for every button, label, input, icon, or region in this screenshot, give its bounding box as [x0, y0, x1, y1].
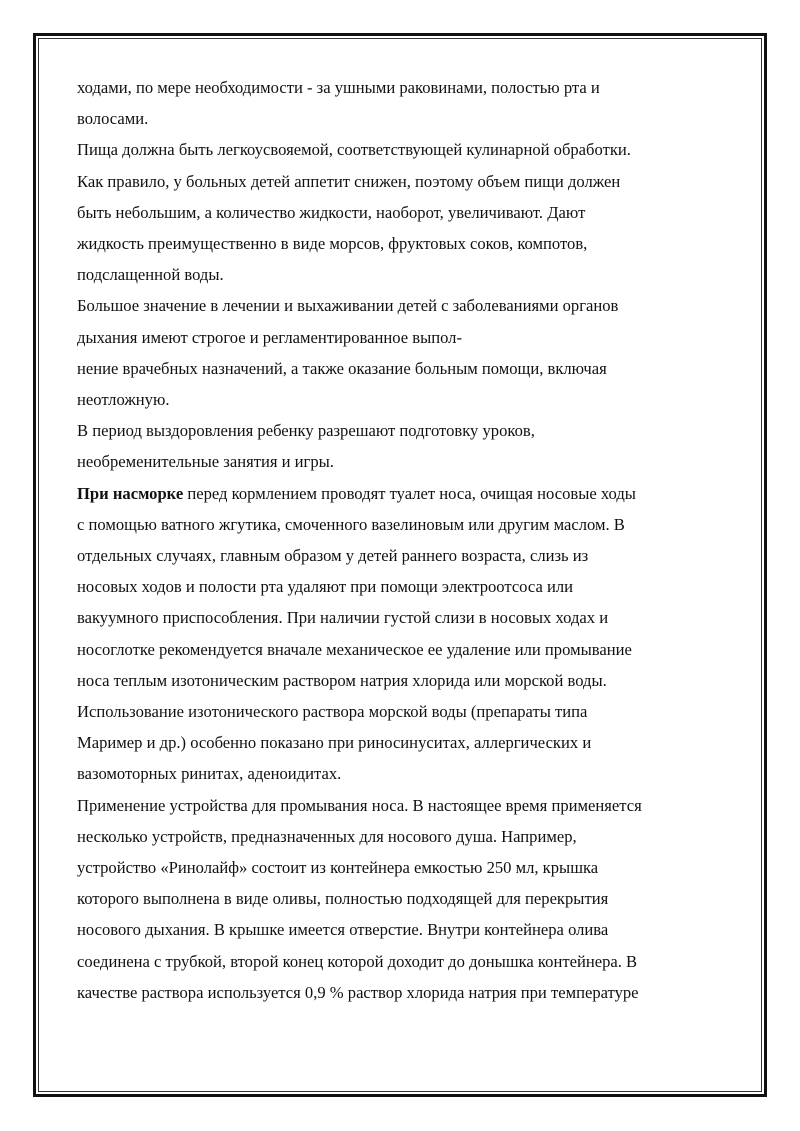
- text-line: вазомоторных ринитах, аденоидитах.: [77, 764, 342, 784]
- text-line: Как правило, у больных детей аппетит снижен, поэтому объем пищи должен: [77, 171, 621, 191]
- text-line-rest: перед кормлением проводят туалет носа, очищая носовые ходы: [183, 483, 636, 503]
- text-line: В период выздоровления ребенку разрешают подготовку уроков,: [77, 421, 535, 441]
- bold-lead-term: При насморке: [77, 483, 184, 503]
- text-line: носоглотке рекомендуется вначале механическое ее удаление или промывание: [77, 639, 632, 659]
- text-line: дыхания имеют строгое и регламентированное выпол-: [77, 327, 462, 347]
- text-line: качестве раствора используется 0,9 % раствор хлорида натрия при температуре: [77, 982, 639, 1002]
- text-line: Маример и др.) особенно показано при риносинуситах, аллергических и: [77, 733, 592, 753]
- text-line: носовых ходов и полости рта удаляют при помощи электроотсоса или: [77, 577, 574, 597]
- text-line: Использование изотонического раствора морской воды (препараты типа: [77, 702, 588, 722]
- text-line: жидкость преимущественно в виде морсов, фруктовых соков, компотов,: [77, 234, 588, 254]
- text-line: носового дыхания. В крышке имеется отверстие. Внутри контейнера олива: [77, 920, 609, 940]
- text-line-with-bold-lead: [77, 478, 725, 509]
- text-line: соединена с трубкой, второй конец которой доходит до донышка контейнера. В: [77, 951, 638, 971]
- text-line: нение врачебных назначений, а также оказание больным помощи, включая: [77, 358, 607, 378]
- text-line: Применение устройства для промывания носа. В настоящее время применяется: [77, 795, 642, 815]
- text-line: устройство «Ринолайф» состоит из контейнера емкостью 250 мл, крышка: [77, 858, 599, 878]
- text-line: которого выполнена в виде оливы, полностью подходящей для перекрытия: [77, 889, 609, 909]
- text-line: носа теплым изотоническим раствором натрия хлорида или морской воды.: [77, 670, 607, 690]
- document-body: [77, 72, 725, 1008]
- text-line: неотложную.: [77, 390, 170, 410]
- text-line: отдельных случаях, главным образом у детей раннего возраста, слизь из: [77, 546, 589, 566]
- text-line: подслащенной воды.: [77, 265, 224, 285]
- text-line: необременительные занятия и игры.: [77, 452, 334, 472]
- text-line: Большое значение в лечении и выхаживании детей с заболеваниями органов: [77, 296, 619, 316]
- text-line: вакуумного приспособления. При наличии густой слизи в носовых ходах и: [77, 608, 609, 628]
- text-line: волосами.: [77, 109, 149, 129]
- text-line: с помощью ватного жгутика, смоченного вазелиновым или другим маслом. В: [77, 514, 625, 534]
- text-line: несколько устройств, предназначенных для носового душа. Например,: [77, 826, 577, 846]
- text-line: ходами, по мере необходимости - за ушными раковинами, полостью рта и: [77, 78, 600, 97]
- text-line: быть небольшим, а количество жидкости, наоборот, увеличивают. Дают: [77, 202, 586, 222]
- text-line: Пища должна быть легкоусвояемой, соответствующей кулинарной обработки.: [77, 140, 631, 160]
